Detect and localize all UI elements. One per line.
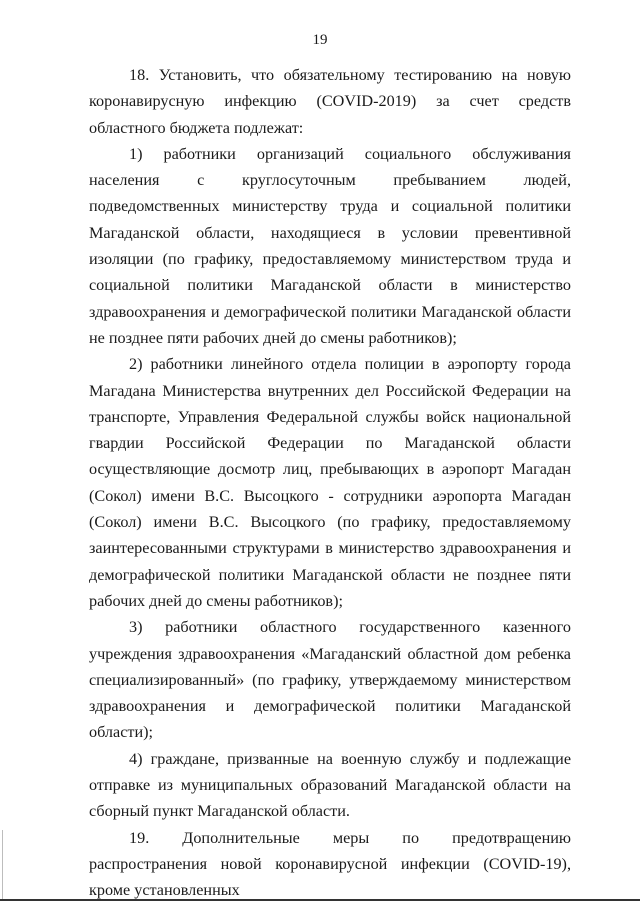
bottom-scan-border — [0, 899, 640, 901]
paragraph-19: 19. Дополнительные меры по предотвращению распространения новой коронавирусной инфекции (COVID-19), кроме установленных — [89, 828, 571, 900]
paragraph-18-item-1: 1) работники организаций социального обслуживания населения с круглосуточным пребыванием людей, подведомственных министерству труда и социальной политики Магаданской области, находящиеся в условии превентивной изоляции (по графику, предоставляемому министерством труда и социальной политики Магаданской области в министерство здравоохранения и демографической политики Магаданской области не позднее пяти рабочих дней до смены работников); — [89, 144, 571, 347]
page-number: 19 — [312, 32, 328, 48]
paragraph-18-item-3: 3) работники областного государственного казенного учреждения здравоохранения «Магаданский областной дом ребенка специализированный» (по графику, утверждаемому министерством здравоохранения и демографической политики Магаданской области); — [89, 618, 571, 742]
paragraph-18-item-4: 4) граждане, призванные на военную службу и подлежащие отправке из муниципальных образований Магаданской области на сборный пункт Магаданской области. — [89, 749, 571, 821]
scan-edge-mark — [2, 830, 3, 900]
paragraph-18: 18. Установить, что обязательному тестированию на новую коронавирусную инфекцию (COVID-2019) за счет средств областного бюджета подлежат: — [89, 66, 571, 137]
document-body — [89, 62, 571, 904]
paragraph-18-item-2: 2) работники линейного отдела полиции в аэропорту города Магадана Министерства внутренних дел Российской Федерации на транспорте, Управления Федеральной службы войск национальной гвардии Российской Федерации по Магаданской области осуществляющие досмотр лиц, пребывающих в аэропорт Магадан (Сокол) имени В.С. Высоцкого - сотрудники аэропорта Магадан (Сокол) имени В.С. Высоцкого (по графику, предоставляемому заинтересованными структурами в министерство здравоохранения и демографической политики Магаданской области не позднее пяти рабочих дней до смены работников); — [89, 355, 571, 610]
